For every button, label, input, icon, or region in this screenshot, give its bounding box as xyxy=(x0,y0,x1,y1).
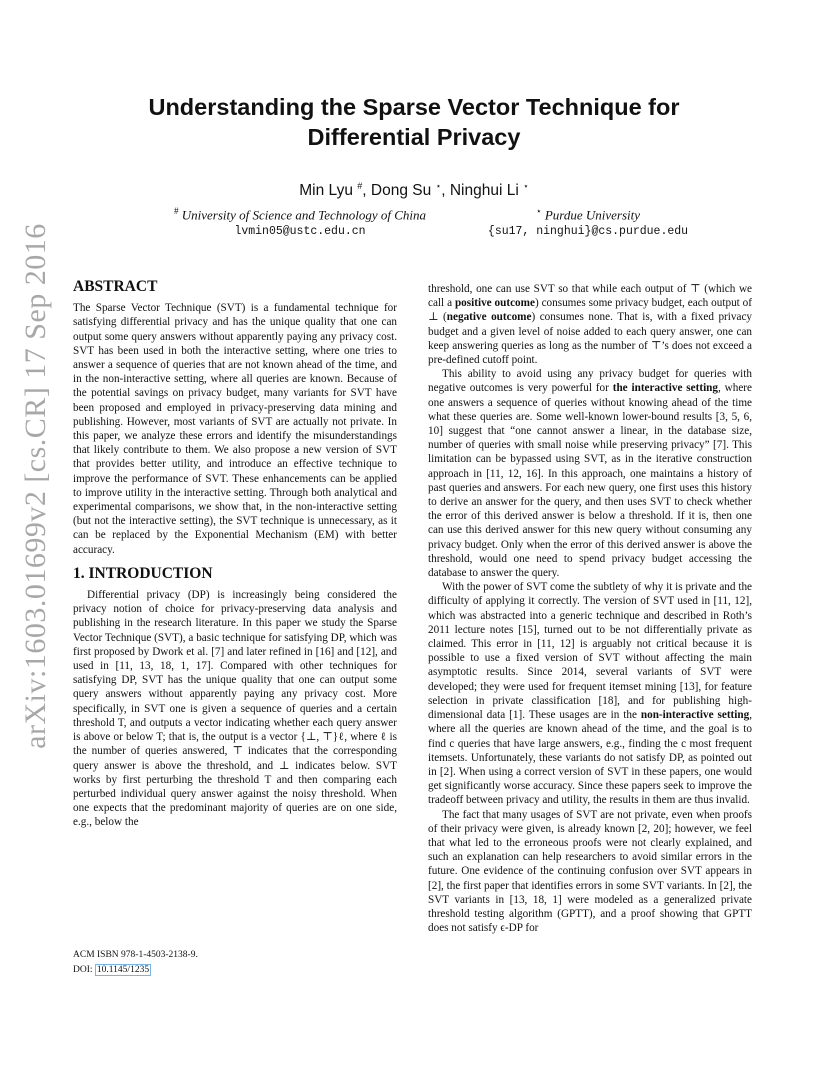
author-list: Min Lyu #, Dong Su ⋆, Ninghui Li ⋆ xyxy=(299,181,529,200)
page-footer xyxy=(73,948,198,978)
author-2: Dong Su xyxy=(370,182,432,200)
abstract-text: The Sparse Vector Technique (SVT) is a fundamental technique for satisfying differential privacy and has the unique quality that one can output some query answers without apparently paying any privacy cost. SVT has been used in both the interactive setting, where one tries to answer a sequence of queries that are not known ahead of the time, and in the non-interactive setting, where all queries are known. Because of the potential savings on privacy budget, many variants for SVT have been proposed and employed in privacy-preserving data mining and publishing. However, most variants of SVT are actually not private. In this paper, we analyze these errors and identify the misunderstandings that likely contribute to them. We also propose a new version of SVT that provides better utility, and introduce an effective technique to improve the performance of SVT. These enhancements can be applied to improve utility in the interactive setting. Through both analytical and experimental comparisons, we show that, in the non-interactive setting (but not the interactive setting), the SVT technique is unnecessary, as it can be replaced by the Exponential Mechanism (EM) with better accuracy. xyxy=(73,302,397,556)
right-paragraph-2: This ability to avoid using any privacy budget for queries with negative outcomes is very powerful for the interactive setting, where one answers a sequence of queries without knowing ahead of the time what these queries are. Some well-known lower-bound results [3, 5, 6, 10] suggest that “one cannot answer a linear, in the database size, number of queries with small noise while preserving privacy” [7]. This limitation can be bypassed using SVT, as in the iterative construction approach in [11, 12, 16]. In this approach, one maintains a history of past queries and answers. For each new query, one first uses this history to derive an answer for the query, and then uses SVT to check whether the error of this derived answer is below a threshold. If it is, then one can use this derived answer for this new query without consuming any privacy budget. Only when the error of this derived answer is above the threshold, would one need to spend privacy budget accessing the database to answer the query. xyxy=(428,368,752,580)
right-paragraph-3: With the power of SVT come the subtlety of why it is private and the difficulty of applying it correctly. The version of SVT used in [11, 12], which was abstracted into a generic technique and described in Roth’s 2011 lecture notes [15], turned out to be not differentially private as claimed. This error in [11, 12] is arguably not critical because it is possible to use a fixed version of SVT without affecting the main asymptotic results. Since 2014, several variants of SVT were developed; they were used for frequent itemset mining [13], for feature selection in private classification [18], and for publishing high-dimensional data [1]. These usages are in the non-interactive setting, where all the queries are known ahead of the time, and the goal is to find c queries that have large answers, e.g., finding the c most frequent itemsets. Unfortunately, these variants do not satisfy DP, as pointed out in [2]. When using a correct version of SVT in these papers, one would get significantly worse accuracy. Since these papers seek to improve the tradeoff between privacy and utility, the results in them are thus invalid. xyxy=(428,581,752,807)
introduction-heading: 1. INTRODUCTION xyxy=(73,564,213,582)
author-1: Min Lyu xyxy=(299,182,353,200)
abstract-heading: ABSTRACT xyxy=(73,278,158,295)
doi-link[interactable]: 10.1145/1235 xyxy=(96,965,150,975)
author-2-mark: ⋆ xyxy=(435,181,442,191)
right-column xyxy=(428,282,752,935)
title-line-1: Understanding the Sparse Vector Technique for xyxy=(148,94,680,120)
author-3: Ninghui Li xyxy=(449,182,519,200)
affiliation-ustc-email: lvmin05@ustc.edu.cn xyxy=(234,225,366,239)
introduction-paragraph-1: Differential privacy (DP) is increasingly being considered the privacy notion of choice for privacy-preserving data analysis and publishing in the research literature. In this paper we study the Sparse Vector Technique (SVT), a basic technique for satisfying DP, which was first proposed by Dwork et al. [7] and later refined in [16] and [12], and used in [11, 13, 18, 1, 17]. Compared with other techniques for satisfying DP, SVT has the unique quality that one can output some query answers without apparently paying any privacy cost. More specifically, in SVT one is given a sequence of queries and a certain threshold T, and outputs a vector indicating whether each query answer is above or below T; that is, the output is a vector {⊥, ⊤}ℓ, where ℓ is the number of queries answered, ⊤ indicates that the corresponding query answer is above the threshold, and ⊥ indicates below. SVT works by first perturbing the threshold T and then comparing each perturbed individual query answer against the noisy threshold. When one expects that the predominant majority of queries are on one side, e.g., below the xyxy=(73,589,397,829)
arxiv-identifier-stamp xyxy=(14,223,58,749)
footer-doi-label: DOI: xyxy=(73,965,93,975)
affiliation-purdue-email: {su17, ninghui}@cs.purdue.edu xyxy=(487,225,689,239)
affiliation-ustc-mark: # xyxy=(173,206,179,216)
affiliation-purdue-name: Purdue University xyxy=(544,207,641,223)
arxiv-id-text: arXiv:1603.01699v2 [cs.CR] 17 Sep 2016 xyxy=(19,223,53,749)
affiliation-purdue-mark: ⋆ xyxy=(535,206,542,216)
negative-outcome-term: negative outcome xyxy=(446,311,532,324)
paper-title xyxy=(60,92,768,152)
non-interactive-setting-term: non-interactive setting xyxy=(640,709,750,722)
interactive-setting-term: the interactive setting xyxy=(612,382,718,395)
affiliation-purdue xyxy=(470,206,706,238)
footer-doi-line xyxy=(73,963,198,978)
author-1-mark: # xyxy=(357,181,363,191)
right-paragraph-4: The fact that many usages of SVT are not private, even when proofs of their privacy were given, is already known [2, 20]; however, we feel that what led to the erroneous proofs were not clearly explained, and such an explanation can help researchers to avoid similar errors in the future. One evidence of the continuing confusion over SVT appears in [2], the first paper that identifies errors in some SVT variants. In [2], the SVT variants in [13, 18, 1] were modeled as a generalized private threshold testing algorithm (GPTT), and a proof showing that GPTT does not satisfy ϵ-DP for xyxy=(428,808,752,935)
footer-isbn: ACM ISBN 978-1-4503-2138-9. xyxy=(73,950,198,960)
author-3-mark: ⋆ xyxy=(523,181,529,191)
positive-outcome-term: positive outcome xyxy=(454,297,535,310)
left-column xyxy=(73,280,397,830)
affiliation-ustc-name: University of Science and Technology of China xyxy=(181,207,427,223)
affiliation-ustc xyxy=(160,206,440,238)
title-line-2: Differential Privacy xyxy=(307,124,521,150)
right-paragraph-1: threshold, one can use SVT so that while each output of ⊤ (which we call a positive outcome) consumes some privacy budget, each output of ⊥ (negative outcome) consumes none. That is, with a fixed privacy budget and a given level of noise added to each query answer, one can keep answering queries as long as the number of ⊤’s does not exceed a pre-defined cutoff point. xyxy=(428,283,753,367)
